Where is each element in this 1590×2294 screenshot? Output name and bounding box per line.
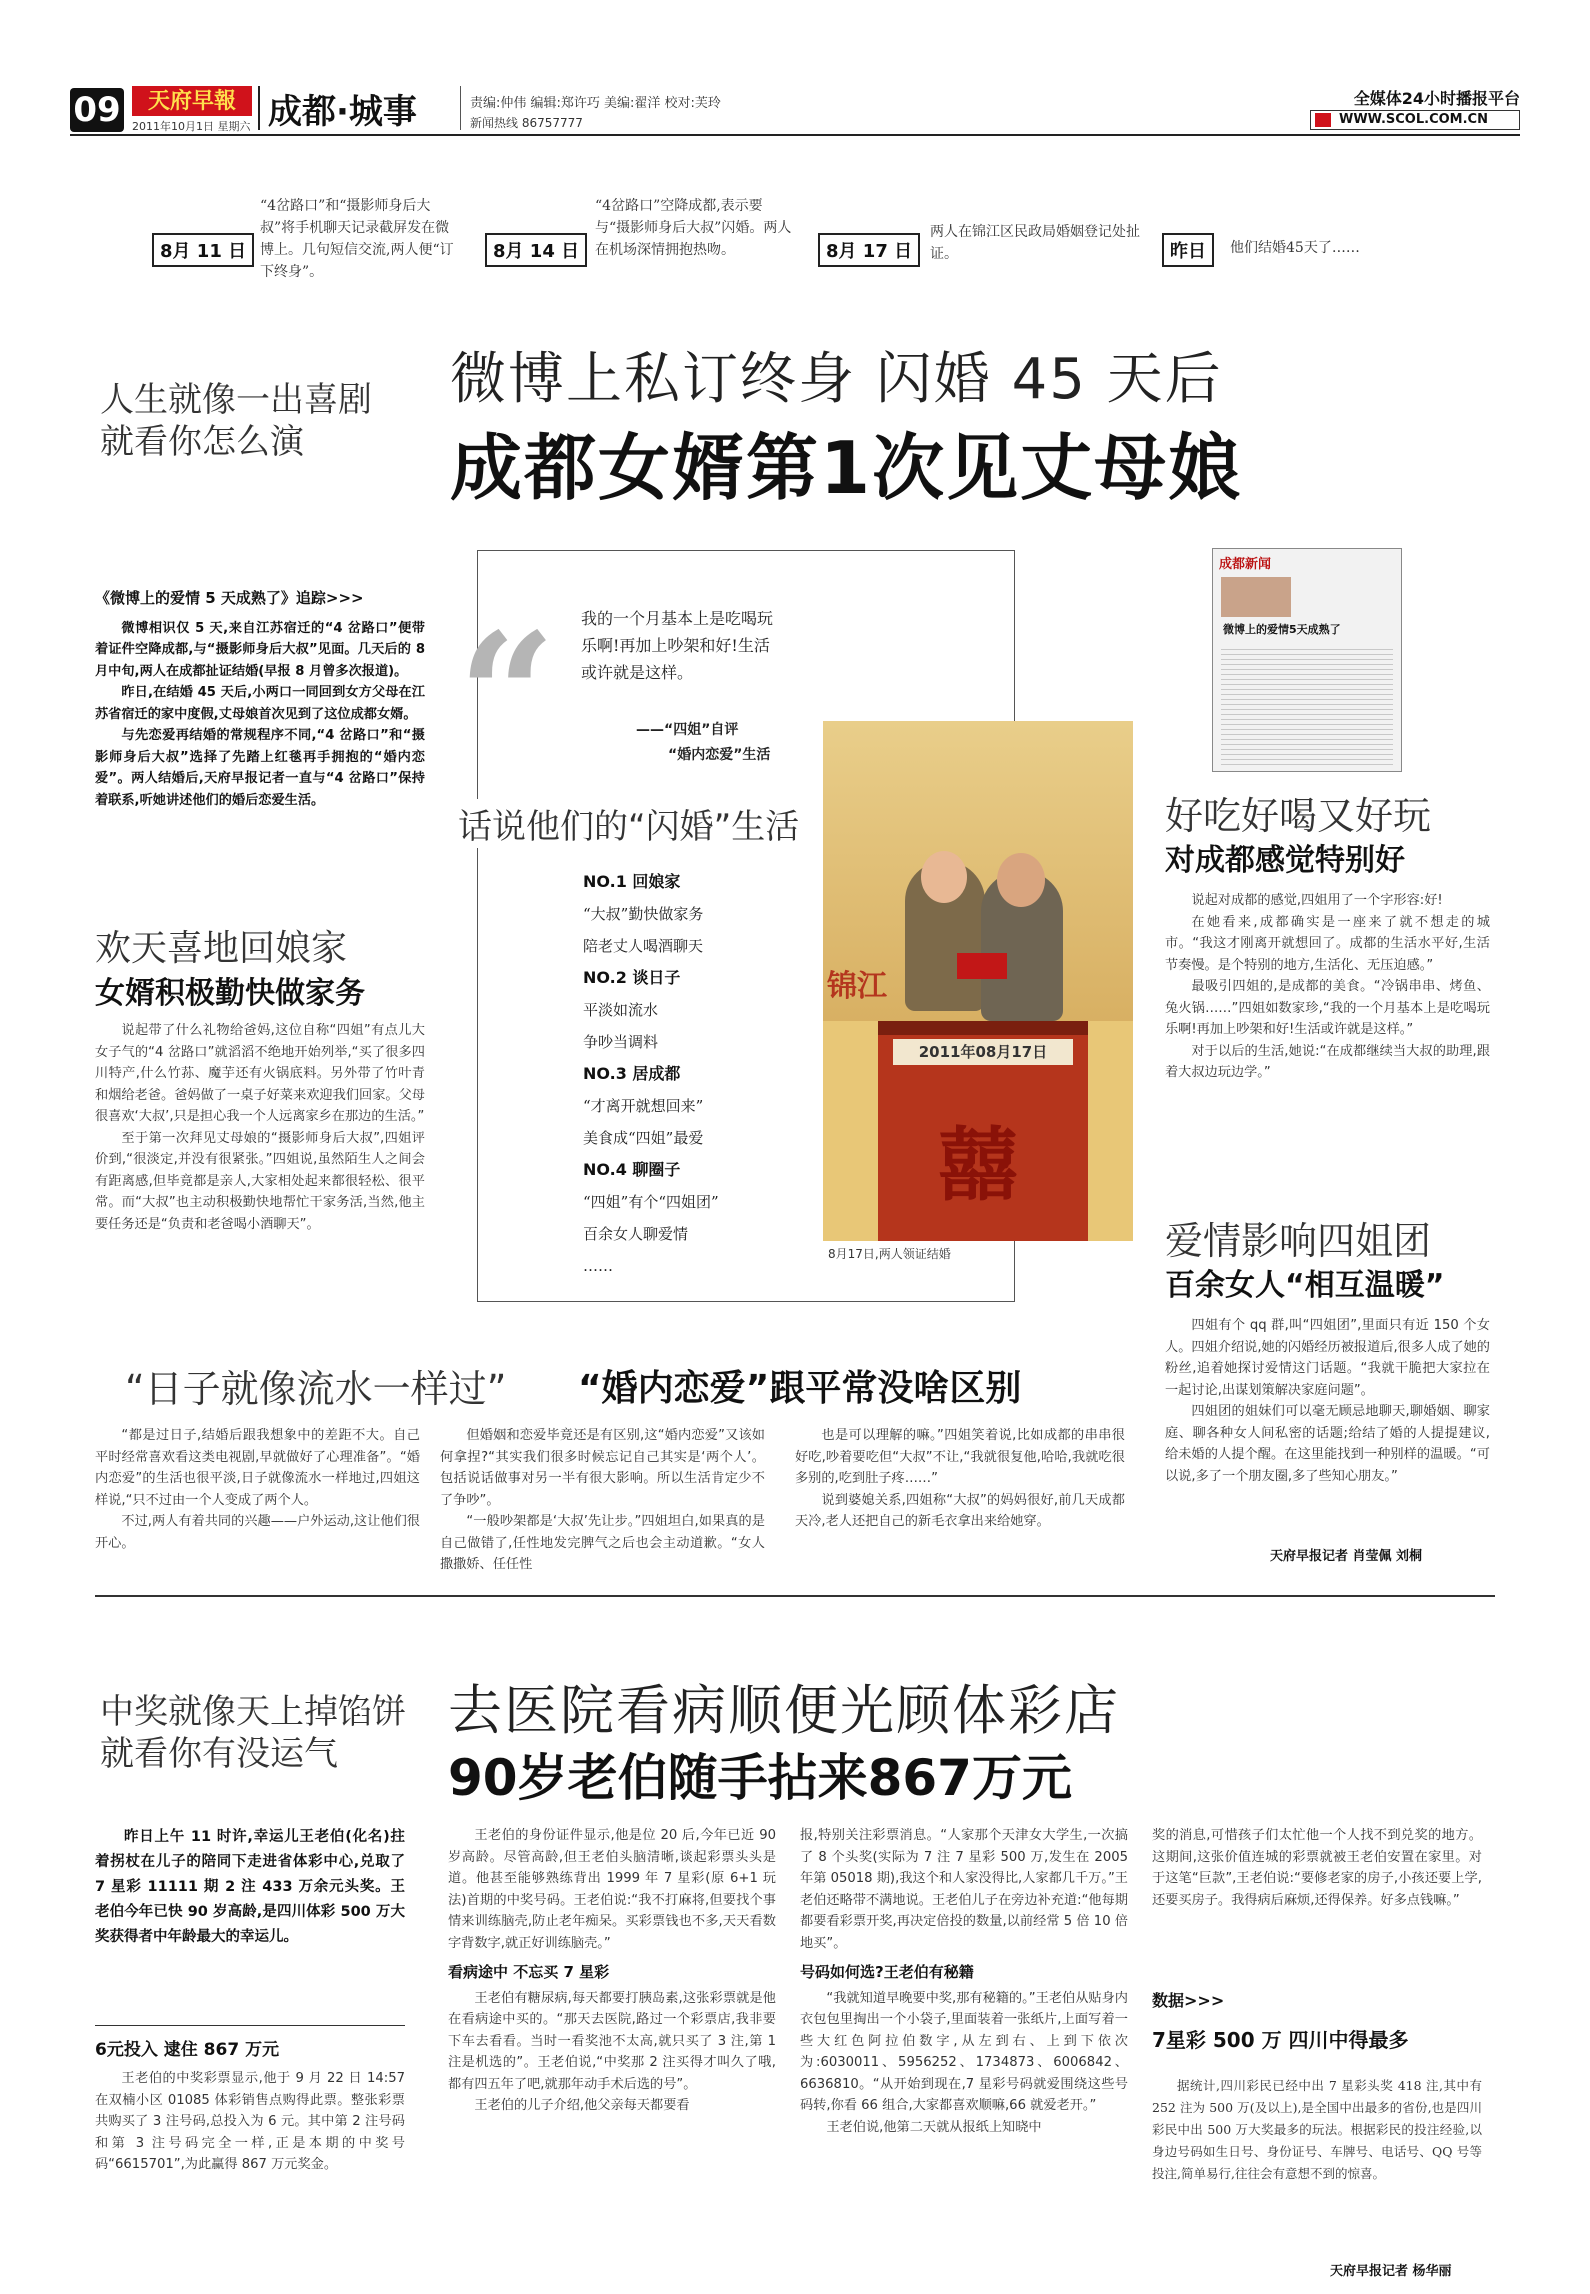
paragraph: 王老伯的身份证件显示,他是位 20 后,今年已近 90 岁高龄。尽管高龄,但王老伯头脑清晰,谈起彩票头头是道。他甚至能够熟练背出 1999 年 7 星彩(原 6+1 玩法)首期的中奖号码。王老伯说:“我不打麻将,但要找个事情来训练脑壳,防止老年痴呆。买彩票钱也不多,天天看数字背数字,就正好训练脑壳。” — [448, 1828, 776, 1951]
paragraph: 不过,两人有着共同的兴趣——户外运动,这让他们很开心。 — [95, 1514, 420, 1551]
timeline-text: 他们结婚45天了…… — [1230, 240, 1360, 256]
paragraph: 但婚姻和恋爱毕竟还是有区别,这“婚内恋爱”又该如何拿捏?“其实我们很多时候忘记自己其实是‘两个人’。包括说话做事对另一半有很大影响。所以生活肯定少不了争吵”。 — [440, 1428, 765, 1508]
lead-paragraph: 微博相识仅 5 天,来自江苏宿迁的“4 岔路口”便带着证件空降成都,与“摄影师身后大叔”见面。几天后的 8 月中旬,两人在成都扯证结婚(早报 8 月曾多次报道)。 — [95, 620, 425, 679]
life-panel — [458, 550, 1048, 1302]
photo-caption: 8月17日,两人领证结婚 — [828, 1247, 951, 1261]
paragraph: “都是过日子,结婚后跟我想象中的差距不大。自己平时经常喜欢看这类电视剧,早就做好了心理准备”。“婚内恋爱”的生活也很平淡,日子就像流水一样地过,四姐这样说,“只不过由一个人变成了两个人。 — [95, 1428, 420, 1508]
paragraph: “我就知道早晚要中奖,那有秘籍的。”王老伯从贴身内衣包包里掏出一个小袋子,里面装着一张纸片,上面写着一些大红色阿拉伯数字,从左到右、上到下依次为:6030011、5956252、1734873、6006842、6636810。“从开始到现在,7 星彩号码就爱围绕这些号码转,你看 66 组合,大家都喜欢顺嘛,66 就爱老开。” — [800, 1990, 1128, 2113]
section-subhead: 号码如何选?王老伯有秘籍 — [800, 1963, 974, 1981]
timeline-text: “4岔路口”和“摄影师身后大叔”将手机聊天记录截屏发在微博上。几句短信交流,两人便“订下终身”。 — [260, 198, 454, 280]
wedding-photo — [823, 721, 1133, 1241]
life-item-heading: NO.3 居成都 — [583, 1064, 681, 1083]
timeline-date: 8月 11 日 — [152, 233, 254, 267]
section-body — [1165, 890, 1490, 1084]
data-title: 7星彩 500 万 四川中得最多 — [1152, 2028, 1409, 2052]
date-line: 2011年10月1日 星期六 — [132, 120, 251, 133]
section-body — [1165, 1315, 1490, 1487]
section-body — [800, 1825, 1128, 2138]
page-number: 09 — [70, 88, 124, 132]
paragraph: 最吸引四姐的,是成都的美食。“冷锅串串、烤鱼、兔火锅……”四姐如数家珍,“我的一个月基本上是吃喝玩乐啊!再加上吵架和好!生活或许就是这样。” — [1165, 979, 1490, 1037]
hotline: 新闻热线 86757777 — [470, 116, 583, 130]
paragraph: 对于以后的生活,她说:“在成都继续当大叔的助理,跟着大叔边玩边学。” — [1165, 1043, 1490, 1080]
life-item-line: “才离开就想回来” — [583, 1097, 704, 1115]
data-text: 据统计,四川彩民已经中出 7 星彩头奖 418 注,其中有 252 注为 500 万(及以上),是全国中出最多的省份,也是四川彩民中出 500 万大奖最多的玩法。根据彩民的投注经验,以身边号码如生日号、身份证号、车牌号、电话号、QQ 号等投注,简单易行,往往会有意想不到的惊喜。 — [1152, 2078, 1482, 2181]
life-item-line: 平淡如流水 — [583, 1001, 659, 1019]
section-title: 百余女人“相互温暖” — [1165, 1268, 1445, 1303]
life-list — [583, 866, 773, 1282]
paragraph: 王老伯说,他第二天就从报纸上知晓中 — [826, 2119, 1042, 2135]
section-subtitle: 好吃好喝又好玩 — [1165, 794, 1432, 838]
byline: 天府早报记者 杨华丽 — [1330, 2264, 1452, 2279]
paragraph: 四姐有个 qq 群,叫“四姐团”,里面只有近 150 个女人。四姐介绍说,她的闪婚经历被报道后,很多人成了她的粉丝,追着她探讨爱情这门话题。“我就干脆把大家拉在一起讨论,出谋划策解决家庭问题”。 — [1165, 1318, 1490, 1398]
credits: 责编:仲伟 编辑:郑许巧 美编:翟洋 校对:芙玲 — [470, 96, 721, 111]
section-subtitle: “日子就像流水一样过” — [125, 1367, 507, 1411]
platform-slogan: 全媒体24小时播报平台 — [1353, 89, 1520, 108]
life-item-line: 陪老丈人喝酒聊天 — [583, 937, 704, 955]
section-body — [795, 1425, 1125, 1533]
paragraph: 说起带了什么礼物给爸妈,这位自称“四姐”有点儿大女子气的“4 岔路口”就滔滔不绝地开始列举,“买了很多四川特产,什么竹荪、魔芋还有火锅底料。另外带了竹叶青和烟给老爸。爸妈做了一桌子好菜来欢迎我们回家。父母很喜欢‘大叔’,只是担心我一个人远离家乡在那边的生活。” — [95, 1023, 425, 1124]
kicker: 就看你有没运气 — [100, 1734, 338, 1774]
lead-title: 《微博上的爱情 5 天成熟了》追踪>>> — [95, 589, 364, 607]
section-title: 女婿积极勤快做家务 — [95, 976, 365, 1011]
clip-masthead: 成都新闻 — [1219, 557, 1272, 572]
quote-text: 我的一个月基本上是吃喝玩乐啊!再加上吵架和好!生活或许就是这样。 — [581, 609, 774, 682]
timeline-date: 8月 17 日 — [818, 233, 920, 267]
clip-text — [1221, 645, 1393, 765]
timeline — [150, 195, 1440, 305]
paragraph: 在她看来,成都确实是一座来了就不想走的城市。“我这才刚离开就想回了。成都的生活水平好,生活节奏慢。是个特别的地方,生活化、无压迫感。” — [1165, 914, 1490, 973]
life-item-heading: NO.1 回娘家 — [583, 872, 681, 891]
lead-block — [95, 588, 425, 811]
paragraph: 王老伯的儿子介绍,他父亲每天都要看 — [474, 2098, 690, 2113]
paragraph: 说到婆媳关系,四姐称“大叔”的妈妈很好,前几天成都天冷,老人还把自己的新毛衣拿出来给她穿。 — [795, 1492, 1125, 1529]
life-item-heading: NO.4 聊圈子 — [583, 1160, 681, 1179]
life-item-line: “四姐”有个“四姐团” — [583, 1193, 719, 1211]
section-body — [95, 1425, 420, 1554]
section-subtitle: 欢天喜地回娘家 — [95, 928, 348, 969]
paper-logo: 天府早報 — [132, 86, 252, 116]
life-more: …… — [583, 1257, 613, 1275]
section-subtitle: 爱情影响四姐团 — [1165, 1219, 1432, 1263]
home-icon — [1315, 113, 1331, 127]
headline-upper: 去医院看病顺便光顾体彩店 — [448, 1679, 1120, 1742]
byline: 天府早报记者 肖莹佩 刘桐 — [1270, 1549, 1423, 1564]
quote-mark: “ — [458, 596, 556, 796]
section-title: 对成都感觉特别好 — [1165, 843, 1405, 878]
bride-face — [921, 851, 967, 903]
paragraph: 王老伯的中奖彩票显示,他于 9 月 22 日 14:57 在双楠小区 01085 体彩销售点购得此票。整张彩票共购买了 3 注号码,总投入为 6 元。其中第 2 注号码和第 3 注号码完全一样,正是本期的中奖号码“6615701”,为此赢得 867 万元奖金。 — [95, 2071, 405, 2172]
double-happiness: 囍 — [938, 1118, 1018, 1212]
paragraph: 王老伯有糖尿病,每天都要打胰岛素,这张彩票就是他在看病途中买的。“那天去医院,路过一个彩票店,我非要下车去看看。当时一看奖池不太高,就只买了 3 注,第 1 注是机选的”。王老伯说,“中奖那 2 注买得才叫久了哦,都有四五年了吧,就那年动手术后选的号”。 — [448, 1990, 776, 2092]
box-title: 6元投入 逮住 867 万元 — [95, 2040, 280, 2060]
timeline-text: 两人在锦江区民政局婚姻登记处扯证。 — [930, 224, 1140, 262]
timeline-date: 昨日 — [1162, 233, 1214, 267]
newspaper-clip — [1212, 548, 1402, 772]
section-title: 成都·城事 — [268, 92, 417, 132]
clip-headline: 微博上的爱情5天成熟了 — [1223, 623, 1341, 636]
data-label: 数据>>> — [1152, 1991, 1225, 2010]
groom-face — [997, 853, 1045, 907]
page-header — [70, 80, 1520, 132]
section-body — [1152, 1825, 1482, 1911]
section-subhead: 看病途中 不忘买 7 星彩 — [448, 1963, 610, 1981]
kicker: 人生就像一出喜剧 — [100, 380, 372, 420]
paragraph: 奖的消息,可惜孩子们太忙他一个人找不到兑奖的地方。这期间,这张价值连城的彩票就被王老伯安置在家里。对于这笔“巨款”,王老伯说:“要修老家的房子,小孩还要上学,还要买房子。我得病后麻烦,还得保养。好多点钱嘛。” — [1152, 1828, 1482, 1908]
headline-upper: 微博上私订终身 闪婚 45 天后 — [450, 347, 1223, 412]
section-title: “婚内恋爱”跟平常没啥区别 — [578, 1368, 1022, 1409]
section-body — [95, 1020, 425, 1235]
paragraph: 报,特别关注彩票消息。“人家那个天津女大学生,一次搞了 8 个头奖(实际为 7 注 7 星彩 500 万,发生在 2005 年第 05018 期),我这个和人家没得比,人家都几千万。”王老伯还略带不满地说。王老伯儿子在旁边补充道:“他每期都要看彩票开奖,再决定倍投的数量,以前经常 5 倍 10 倍地买”。 — [800, 1828, 1128, 1951]
section-body — [440, 1425, 765, 1576]
quote-attribution: ——“四姐”自评 — [636, 722, 739, 738]
paragraph: 四姐团的姐妹们可以毫无顾忌地聊天,聊婚姻、聊家庭、聊各种女人间私密的话题;给结了婚的人提提建议,给未婚的人提个醒。在这里能找到一种别样的温暖。“可以说,多了一个朋友圈,多了些知心朋友。” — [1165, 1404, 1490, 1484]
section-body — [448, 1825, 776, 2117]
lead-paragraph: 与先恋爱再结婚的常规程序不同,“4 岔路口”和“摄影师身后大叔”选择了先踏上红毯再手拥抱的“婚内恋爱”。两人结婚后,天府早报记者一直与“4 岔路口”保持着联系,听她讲述他们的婚后恋爱生活。 — [95, 728, 425, 808]
section-body — [95, 2068, 405, 2176]
life-item-line: 争吵当调料 — [583, 1033, 659, 1051]
paragraph: 也是可以理解的嘛。”四姐笑着说,比如成都的串串很好吃,吵着要吃但“大叔”不让,“我就很复他,哈哈,我就吃很多别的,吃到肚子疼……” — [795, 1428, 1125, 1486]
life-item-heading: NO.2 谈日子 — [583, 968, 681, 987]
lead-paragraph: 昨日,在结婚 45 天后,小两口一同回到女方父母在江苏省宿迁的家中度假,丈母娘首次见到了这位成都女婿。 — [95, 685, 425, 722]
quote-attribution: “婚内恋爱”生活 — [668, 747, 771, 763]
paragraph: “一般吵架都是‘大叔’先让步。”四姐坦白,如果真的是自己做错了,任性地发完脾气之后也会主动道歉。“女人撒撒娇、任任性 — [440, 1514, 765, 1572]
timeline-text: “4岔路口”空降成都,表示要与“摄影师身后大叔”闪婚。两人在机场深情拥抱热吻。 — [595, 198, 792, 258]
paragraph: 说起对成都的感觉,四姐用了一个字形容:好! — [1191, 893, 1443, 908]
podium-date: 2011年08月17日 — [893, 1039, 1073, 1065]
kicker: 就看你怎么演 — [100, 422, 304, 462]
life-item-line: “大叔”勤快做家务 — [583, 905, 704, 923]
paragraph: 至于第一次拜见丈母娘的“摄影师身后大叔”,四姐评价到,“很淡定,并没有很紧张。”四姐说,虽然陌生人之间会有距离感,但毕竟都是亲人,大家相处起来都很轻松、很平常。而“大叔”也主动积极勤快地帮忙干家务活,当然,他主要任务还是“负责和老爸喝小酒聊天”。 — [95, 1130, 425, 1232]
website-badge — [1310, 110, 1520, 130]
timeline-date: 8月 14 日 — [485, 233, 587, 267]
lead-paragraph: 昨日上午 11 时许,幸运儿王老伯(化名)拄着拐杖在儿子的陪同下走进省体彩中心,兑取了 7 星彩 11111 期 2 注 433 万余元头奖。王老伯今年已快 90 岁高龄,是四川体彩 500 万大奖获得者中年龄最大的幸运儿。 — [95, 1829, 405, 1945]
life-item-line: 美食成“四姐”最爱 — [583, 1129, 704, 1147]
website-url: WWW.SCOL.COM.CN — [1339, 112, 1488, 127]
kicker: 中奖就像天上掉馅饼 — [100, 1692, 406, 1732]
life-item-line: 百余女人聊爱情 — [583, 1225, 689, 1243]
headline-main: 成都女婿第1次见丈母娘 — [450, 426, 1243, 510]
headline-main: 90岁老伯随手拈来867万元 — [448, 1749, 1072, 1807]
life-title: 话说他们的“闪婚”生活 — [454, 799, 803, 848]
clip-photo — [1221, 577, 1291, 617]
marriage-certificates — [957, 953, 1007, 979]
photo-sign: 锦江 — [827, 969, 887, 1004]
